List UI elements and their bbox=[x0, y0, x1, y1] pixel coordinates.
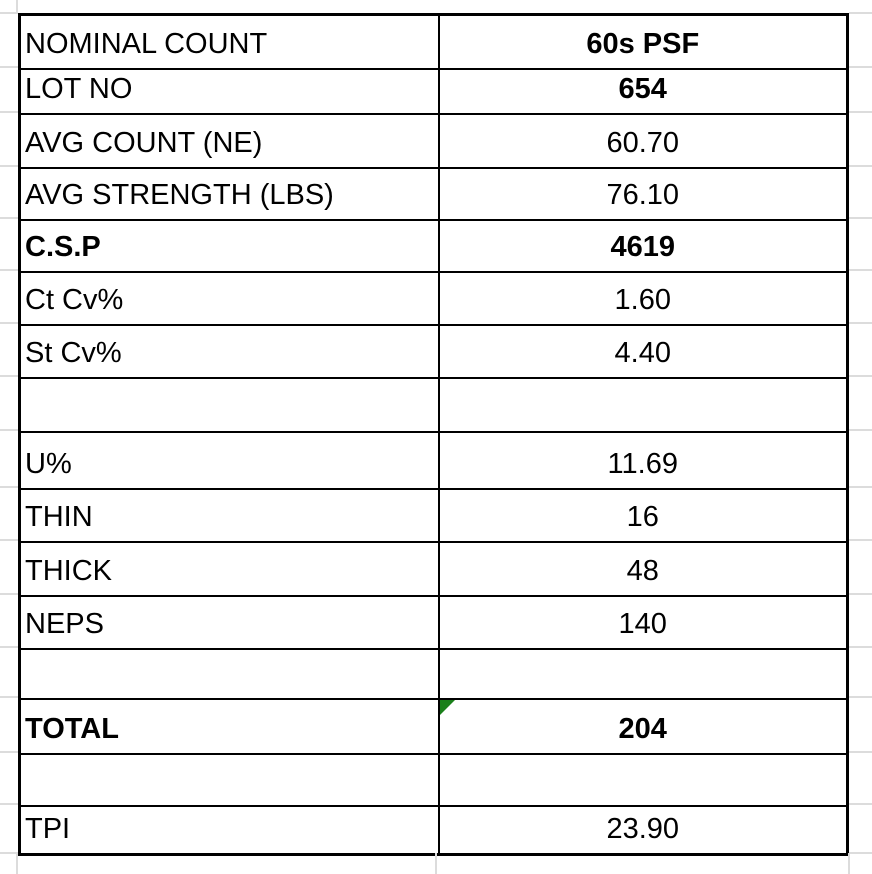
value-text: 60s PSF bbox=[586, 27, 700, 60]
label-text: AVG COUNT (NE) bbox=[25, 126, 263, 159]
label-text: TPI bbox=[25, 813, 71, 846]
table-row bbox=[20, 432, 848, 489]
label-text: Ct Cv% bbox=[25, 283, 124, 316]
table-row bbox=[20, 754, 848, 806]
value-text: 204 bbox=[618, 712, 667, 745]
gridline bbox=[849, 429, 872, 431]
value-text: 11.69 bbox=[607, 447, 678, 480]
gridline bbox=[0, 375, 18, 377]
sheet-table-body bbox=[20, 15, 848, 855]
cell-flag-triangle-icon bbox=[440, 700, 455, 715]
gridline bbox=[0, 322, 18, 324]
label-text: U% bbox=[25, 447, 72, 480]
gridline bbox=[848, 853, 850, 874]
label-cell[interactable] bbox=[20, 489, 439, 542]
gridline bbox=[0, 593, 18, 595]
table-row bbox=[20, 272, 848, 325]
label-cell[interactable] bbox=[20, 114, 439, 168]
gridline bbox=[0, 646, 18, 648]
value-cell[interactable] bbox=[439, 596, 848, 649]
label-cell[interactable] bbox=[20, 754, 439, 806]
value-text: 4619 bbox=[610, 230, 675, 263]
label-cell[interactable] bbox=[20, 168, 439, 220]
gridline bbox=[849, 646, 872, 648]
value-cell[interactable] bbox=[439, 325, 848, 378]
label-text: THIN bbox=[25, 500, 93, 533]
gridline bbox=[0, 66, 18, 68]
label-text: TOTAL bbox=[25, 712, 119, 745]
gridline bbox=[0, 269, 18, 271]
label-cell[interactable] bbox=[20, 272, 439, 325]
gridline bbox=[0, 803, 18, 805]
gridline bbox=[849, 12, 872, 14]
value-cell[interactable] bbox=[439, 699, 848, 754]
value-cell[interactable] bbox=[439, 432, 848, 489]
gridline bbox=[849, 375, 872, 377]
label-cell[interactable] bbox=[20, 15, 439, 69]
table-row bbox=[20, 220, 848, 272]
table-row bbox=[20, 168, 848, 220]
table-row bbox=[20, 699, 848, 754]
value-cell[interactable] bbox=[439, 754, 848, 806]
table-row bbox=[20, 596, 848, 649]
label-cell[interactable] bbox=[20, 596, 439, 649]
gridline bbox=[849, 486, 872, 488]
value-text: 23.90 bbox=[606, 813, 680, 846]
value-text: 60.70 bbox=[606, 126, 680, 159]
gridline bbox=[849, 111, 872, 113]
gridline bbox=[0, 217, 18, 219]
gridline bbox=[0, 696, 18, 698]
label-text: THICK bbox=[25, 554, 112, 587]
value-cell[interactable] bbox=[439, 168, 848, 220]
table-row bbox=[20, 378, 848, 432]
label-cell[interactable] bbox=[20, 806, 439, 855]
gridline bbox=[849, 269, 872, 271]
label-cell[interactable] bbox=[20, 69, 439, 114]
table-row bbox=[20, 542, 848, 596]
label-cell[interactable] bbox=[20, 325, 439, 378]
gridline bbox=[16, 853, 18, 874]
value-text: 1.60 bbox=[614, 283, 671, 316]
label-cell[interactable] bbox=[20, 699, 439, 754]
table-row bbox=[20, 325, 848, 378]
gridline bbox=[0, 486, 18, 488]
table-row bbox=[20, 649, 848, 699]
yarn-quality-table bbox=[18, 13, 849, 856]
value-text: 654 bbox=[618, 72, 667, 105]
value-cell[interactable] bbox=[439, 542, 848, 596]
gridline bbox=[849, 852, 872, 854]
label-text: C.S.P bbox=[25, 230, 101, 263]
table-row bbox=[20, 806, 848, 855]
gridline bbox=[0, 165, 18, 167]
gridline bbox=[849, 803, 872, 805]
gridline bbox=[0, 429, 18, 431]
gridline bbox=[16, 0, 18, 13]
value-text: 140 bbox=[618, 607, 667, 640]
gridline bbox=[0, 751, 18, 753]
value-cell[interactable] bbox=[439, 378, 848, 432]
gridline bbox=[849, 217, 872, 219]
label-cell[interactable] bbox=[20, 649, 439, 699]
gridline bbox=[435, 853, 437, 874]
table-row bbox=[20, 114, 848, 168]
gridline bbox=[849, 539, 872, 541]
label-cell[interactable] bbox=[20, 220, 439, 272]
value-cell[interactable] bbox=[439, 15, 848, 69]
label-cell[interactable] bbox=[20, 542, 439, 596]
gridline bbox=[849, 593, 872, 595]
value-cell[interactable] bbox=[439, 649, 848, 699]
table-row bbox=[20, 69, 848, 114]
gridline bbox=[849, 66, 872, 68]
label-text: NEPS bbox=[25, 607, 104, 640]
value-cell[interactable] bbox=[439, 806, 848, 855]
gridline bbox=[849, 696, 872, 698]
value-cell[interactable] bbox=[439, 69, 848, 114]
gridline bbox=[0, 111, 18, 113]
label-text: AVG STRENGTH (LBS) bbox=[25, 178, 334, 211]
gridline bbox=[0, 539, 18, 541]
table-row bbox=[20, 15, 848, 69]
gridline bbox=[849, 751, 872, 753]
gridline bbox=[849, 322, 872, 324]
value-cell[interactable] bbox=[439, 220, 848, 272]
value-text: 16 bbox=[626, 500, 659, 533]
gridline bbox=[849, 165, 872, 167]
value-cell[interactable] bbox=[439, 114, 848, 168]
value-cell[interactable] bbox=[439, 272, 848, 325]
table-row bbox=[20, 489, 848, 542]
label-text: NOMINAL COUNT bbox=[25, 27, 268, 60]
label-text: LOT NO bbox=[25, 72, 133, 105]
label-text: St Cv% bbox=[25, 336, 122, 369]
label-cell[interactable] bbox=[20, 378, 439, 432]
value-text: 48 bbox=[626, 554, 659, 587]
label-cell[interactable] bbox=[20, 432, 439, 489]
value-text: 4.40 bbox=[614, 336, 671, 369]
value-cell[interactable] bbox=[439, 489, 848, 542]
value-text: 76.10 bbox=[606, 178, 680, 211]
